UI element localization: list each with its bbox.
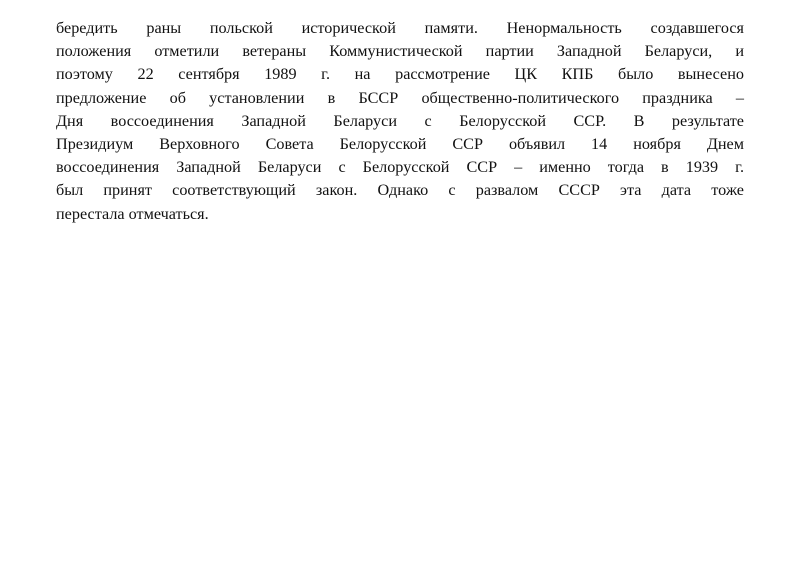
paragraph-line: предложение об установлении в БССР общественно-политического праздника – [56,88,744,107]
paragraph-line: воссоединения Западной Беларуси с Белорусской ССР – именно тогда в 1939 г. [56,158,744,177]
paragraph-line: бередить раны польской исторической памяти. Ненормальность создавшегося [56,19,744,37]
paragraph-line: перестала отмечаться. [56,204,209,223]
paragraph-line: положения отметили ветераны Коммунистической партии Западной Беларуси, и [56,42,744,61]
paragraph-line: был принят соответствующий закон. Однако с развалом СССР эта дата тоже [56,181,744,200]
body-paragraph [56,17,744,226]
paragraph-line: Президиум Верховного Совета Белорусской ССР объявил 14 ноября Днем [56,134,744,153]
paragraph-line: поэтому 22 сентября 1989 г. на рассмотрение ЦК КПБ было вынесено [56,65,744,84]
paragraph-line: Дня воссоединения Западной Беларуси с Белорусской ССР. В результате [56,111,744,130]
